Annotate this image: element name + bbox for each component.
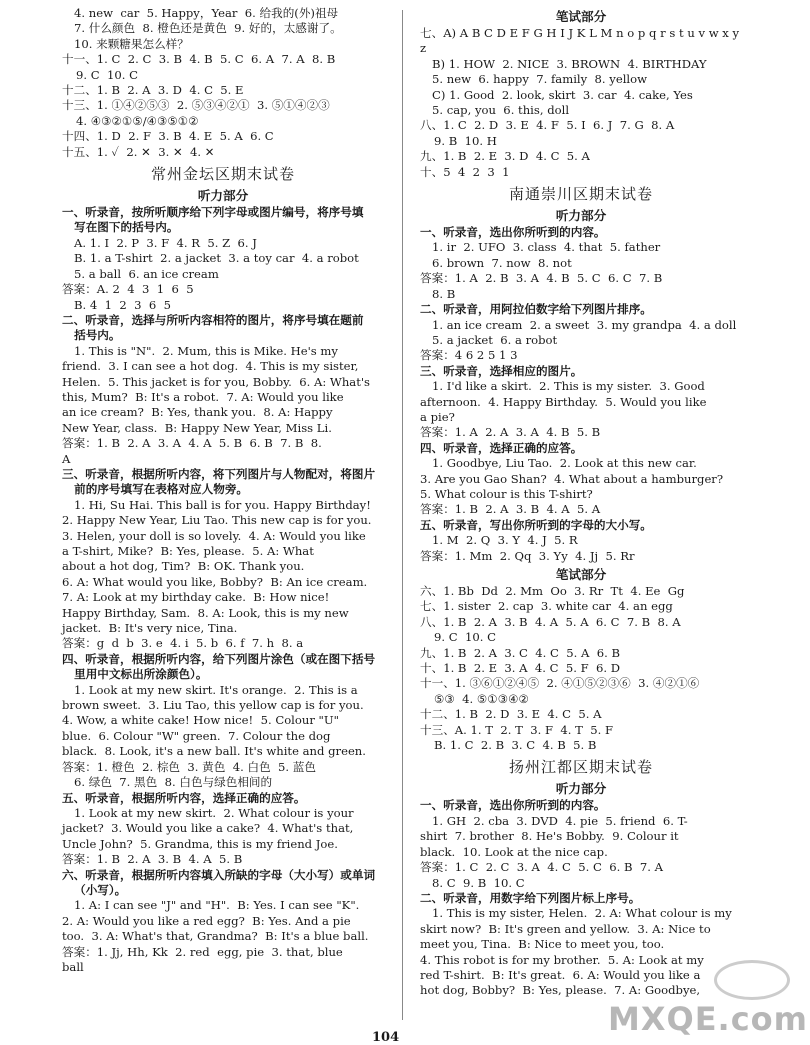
question-heading: 二、听录音，选择与所听内容相符的图片，将序号填在题前 xyxy=(62,312,364,327)
question-heading: 一、听录音，选出你所听到的内容。 xyxy=(420,798,606,813)
text-line: 六、1. Bb Dd 2. Mm Oo 3. Rr Tt 4. Ee Gg xyxy=(420,584,685,598)
text-line: afternoon. 4. Happy Birthday. 5. Would you like xyxy=(420,394,707,409)
text-line: jacket. B: It's very nice, Tina. xyxy=(62,621,238,636)
text-line: blue. 6. Colour "W" green. 7. Colour the dog xyxy=(62,728,331,743)
answer-line: 答案：1. A 2. A 3. A 4. B 5. B xyxy=(420,425,601,440)
text-line: 9. B 10. H xyxy=(434,133,497,148)
answer-line: 答案：1. Mm 2. Qq 3. Yy 4. Jj 5. Rr xyxy=(420,548,635,563)
exam-section-title: 扬州江都区期末试卷 xyxy=(508,758,653,777)
text-line: 七、1. sister 2. cap 3. white car 4. an egg xyxy=(420,599,673,614)
answer-line: 答案：1. B 2. A 3. B 4. A 5. B xyxy=(62,852,243,867)
answer-line: 答案：1. B 2. A 3. B 4. A 5. A xyxy=(420,502,601,517)
text-line: brown sweet. 3. Liu Tao, this yellow cap is for you. xyxy=(62,698,364,713)
text-line: jacket? 3. Would you like a cake? 4. What's that, xyxy=(62,821,354,836)
answer-line: 答案：1. 橙色 2. 棕色 3. 黄色 4. 白色 5. 蓝色 xyxy=(62,759,316,774)
question-heading: 四、听录音，选择正确的应答。 xyxy=(420,440,583,455)
question-heading: 里用中文标出所涂颜色）。 xyxy=(62,667,208,682)
answer-line: 答案：g d b 3. e 4. i 5. b 6. f 7. h 8. a xyxy=(62,636,304,651)
text-line: A xyxy=(62,451,71,466)
text-line: 1. Look at my new skirt. 2. What colour is your xyxy=(74,805,354,820)
question-heading: 一、听录音，按所听顺序给下列字母或图片编号，将序号填 xyxy=(62,205,364,220)
text-line: 1. This is my sister, Helen. 2. A: What colour is my xyxy=(432,906,732,921)
text-line: 十三、1. ①④②⑤③ 2. ⑤③④②① 3. ⑤①④②③ xyxy=(62,98,330,113)
text-line: A. 1. I 2. P 3. F 4. R 5. Z 6. J xyxy=(74,235,257,250)
text-line: this, Mum? B: It's a robot. 7. A: Would you like xyxy=(62,389,344,404)
text-line: black. 10. Look at the nice cap. xyxy=(420,844,608,859)
text-line: 4. new car 5. Happy，Year 6. 给我的(外)祖母 xyxy=(74,6,339,20)
text-line: 9. C 10. C xyxy=(434,630,496,645)
part-heading: 听力部分 xyxy=(197,188,249,204)
text-line: 6. 绿色 7. 黑色 8. 白色与绿色相间的 xyxy=(74,775,273,790)
part-heading: 笔试部分 xyxy=(555,567,607,582)
text-line: 5. new 6. happy 7. family 8. yellow xyxy=(432,72,648,87)
question-heading: 三、听录音，选择相应的图片。 xyxy=(420,363,583,378)
text-line: 1. Goodbye, Liu Tao. 2. Look at this new car. xyxy=(432,456,697,471)
text-line: 九、1. B 2. A 3. C 4. C 5. A 6. B xyxy=(420,645,621,660)
text-line: skirt now? B: It's green and yellow. 3. A: Nice to xyxy=(420,921,711,936)
text-line: 八、1. B 2. A 3. B 4. A 5. A 6. C 7. B 8. A xyxy=(420,614,681,629)
text-line: Happy Birthday, Sam. 8. A: Look, this is my new xyxy=(62,605,349,620)
text-line: hot dog, Bobby? B: Yes, please. 7. A: Goodbye, xyxy=(420,983,701,998)
text-line: 九、1. B 2. E 3. D 4. C 5. A xyxy=(420,149,590,164)
exam-section-title: 南通崇川区期末试卷 xyxy=(508,185,653,204)
text-line: B. 4 1 2 3 6 5 xyxy=(74,297,172,312)
text-line: a pie? xyxy=(420,409,455,424)
text-line: 1. I'd like a skirt. 2. This is my sister. 3. Good xyxy=(432,379,705,394)
text-line: red T-shirt. B: It's great. 6. A: Would you like a xyxy=(420,967,701,982)
watermark-logo-icon xyxy=(714,960,790,1000)
text-line: 4. This robot is for my brother. 5. A: Look at my xyxy=(420,952,704,967)
text-line: Uncle John? 5. Grandma, this is my friend Joe. xyxy=(62,836,338,851)
right-column xyxy=(420,6,742,999)
text-line: 1. GH 2. cba 3. DVD 4. pie 5. friend 6. T- xyxy=(432,813,688,828)
text-line: meet you, Tina. B: Nice to meet you, too. xyxy=(420,937,665,952)
text-line: 1. M 2. Q 3. Y 4. J 5. R xyxy=(432,533,578,548)
text-line: 10. 来颗糖果怎么样？ xyxy=(74,36,189,51)
text-line: 1. ir 2. UFO 3. class 4. that 5. father xyxy=(432,240,661,255)
question-heading: 一、听录音，选出你所听到的内容。 xyxy=(420,225,606,240)
text-line: 十二、1. B 2. A 3. D 4. C 5. E xyxy=(62,83,244,98)
text-line: 十、1. B 2. E 3. A 4. C 5. F 6. D xyxy=(420,661,621,676)
text-line: New Year, class. B: Happy New Year, Miss Li. xyxy=(62,420,332,435)
answer-line: 答案：4 6 2 5 1 3 xyxy=(420,348,518,363)
left-column xyxy=(62,6,384,975)
text-line: 1. Look at my new skirt. It's orange. 2. This is a xyxy=(74,682,358,697)
text-line: 5. a ball 6. an ice cream xyxy=(74,266,219,281)
question-heading: （小写）。 xyxy=(62,882,127,897)
question-heading: 五、听录音，根据所听内容，选择正确的应答。 xyxy=(62,790,306,805)
text-line: friend. 3. I can see a hot dog. 4. This is my sister, xyxy=(62,359,359,374)
text-line: 2. Happy New Year, Liu Tao. This new cap is for you. xyxy=(62,513,372,528)
text-line: 5. What colour is this T-shirt? xyxy=(420,486,593,501)
text-line: about a hot dog, Tim? B: OK. Thank you. xyxy=(62,559,305,574)
part-heading: 笔试部分 xyxy=(555,9,607,24)
text-line: 6. A: What would you like, Bobby? B: An ice cream. xyxy=(62,574,368,589)
text-line: 8. C 9. B 10. C xyxy=(432,875,525,890)
text-line: 十一、1. C 2. C 3. B 4. B 5. C 6. A 7. A 8. B xyxy=(62,52,336,67)
text-line: 1. Hi, Su Hai. This ball is for you. Happy Birthday! xyxy=(74,497,371,512)
text-line: 7. A: Look at my birthday cake. B: How nice! xyxy=(62,590,330,605)
question-heading: 二、听录音，用数字给下列图片标上序号。 xyxy=(420,890,641,905)
text-line: 八、1. C 2. D 3. E 4. F 5. I 6. J 7. G 8. A xyxy=(420,118,675,133)
text-line: B. 1. C 2. B 3. C 4. B 5. B xyxy=(434,738,597,753)
text-line: an ice cream? B: Yes, thank you. 8. A: Happy xyxy=(62,405,333,420)
column-divider xyxy=(402,10,403,1020)
answer-line: 答案：1. A 2. B 3. A 4. B 5. C 6. C 7. B xyxy=(420,271,663,286)
text-line: 3. Helen, your doll is so lovely. 4. A: Would you like xyxy=(62,528,366,543)
text-line: 5. a jacket 6. a robot xyxy=(432,332,558,347)
question-heading: 括号内。 xyxy=(62,328,121,343)
text-line: ⑤③ 4. ⑤①③④② xyxy=(434,691,529,706)
question-heading: 写在图下的括号内。 xyxy=(62,220,179,235)
answer-line: 答案：A. 2 4 3 1 6 5 xyxy=(62,282,194,297)
text-line: 七、A) A B C D E F G H I J K L M n o p q r s t u v w x y z xyxy=(420,26,743,56)
part-heading: 听力部分 xyxy=(555,781,607,797)
text-line: shirt 7. brother 8. He's Bobby. 9. Colour it xyxy=(420,829,679,844)
part-heading: 听力部分 xyxy=(555,208,607,224)
answer-line: 答案：1. B 2. A 3. A 4. A 5. B 6. B 7. B 8. xyxy=(62,436,322,451)
page-number: 104 xyxy=(372,1030,400,1045)
text-line: 9. C 10. C xyxy=(76,67,138,82)
text-line: 6. brown 7. now 8. not xyxy=(432,255,572,270)
watermark: MXQE.com xyxy=(607,1000,808,1038)
text-line: 十一、1. ③⑥①②④⑤ 2. ④①⑤②③⑥ 3. ④②①⑥ xyxy=(420,676,700,691)
text-line: C) 1. Good 2. look, skirt 3. car 4. cake, Yes xyxy=(432,87,693,102)
question-heading: 二、听录音，用阿拉伯数字给下列图片排序。 xyxy=(420,302,652,317)
exam-section-title: 常州金坛区期末试卷 xyxy=(150,165,295,184)
text-line: 3. Are you Gao Shan? 4. What about a hamburger? xyxy=(420,471,724,486)
answer-line: 答案：1. C 2. C 3. A 4. C 5. C 6. B 7. A xyxy=(420,860,663,875)
question-heading: 六、听录音，根据所听内容填入所缺的字母（大小写）或单词 xyxy=(62,867,376,882)
text-line: 4. ④③②①⑤/④③⑤①② xyxy=(76,113,199,128)
question-heading: 四、听录音，根据所听内容，给下列图片涂色（或在图下括号 xyxy=(62,651,376,666)
text-line: 4. Wow, a white cake! How nice! 5. Colour "U" xyxy=(62,713,339,728)
text-line: Helen. 5. This jacket is for you, Bobby. 6. A: What's xyxy=(62,374,371,389)
text-line: 8. B xyxy=(432,286,456,301)
question-heading: 前的序号填写在表格对应人物旁。 xyxy=(62,482,249,497)
text-line: too. 3. A: What's that, Grandma? B: It's a blue ball. xyxy=(62,929,369,944)
text-line: 十二、1. B 2. D 3. E 4. C 5. A xyxy=(420,707,602,722)
text-line: 1. A: I can see "J" and "H". B: Yes. I can see "K". xyxy=(74,898,360,913)
question-heading: 五、听录音，写出你所听到的字母的大小写。 xyxy=(420,517,652,532)
text-line: 1. an ice cream 2. a sweet 3. my grandpa 4. a doll xyxy=(432,317,737,332)
text-line: 十四、1. D 2. F 3. B 4. E 5. A 6. C xyxy=(62,129,274,144)
text-line: 十五、1. ✓ 2. ✕ 3. ✕ 4. ✕ xyxy=(62,144,215,159)
text-line: 5. cap, you 6. this, doll xyxy=(432,103,570,118)
text-line: 2. A: Would you like a red egg? B: Yes. And a pie xyxy=(62,913,351,928)
text-line: 十、5 4 2 3 1 xyxy=(420,164,510,179)
text-line: a T-shirt, Mike? B: Yes, please. 5. A: What xyxy=(62,544,314,558)
answer-line: 答案：1. Jj, Hh, Kk 2. red egg, pie 3. that, blue xyxy=(62,944,343,959)
question-heading: 三、听录音，根据所听内容，将下列图片与人物配对，将图片 xyxy=(62,466,376,481)
text-line: ball xyxy=(62,959,84,974)
text-line: B. 1. a T-shirt 2. a jacket 3. a toy car 4. a robot xyxy=(74,251,359,266)
text-line: 1. This is "N". 2. Mum, this is Mike. He's my xyxy=(74,343,338,358)
text-line: B) 1. HOW 2. NICE 3. BROWN 4. BIRTHDAY xyxy=(432,56,707,71)
text-line: 十三、A. 1. T 2. T 3. F 4. T 5. F xyxy=(420,722,614,737)
text-line: black. 8. Look, it's a new ball. It's white and green. xyxy=(62,744,366,759)
text-line: 7. 什么颜色 8. 橙色还是黄色 9. 好的，太感谢了。 xyxy=(74,21,342,36)
